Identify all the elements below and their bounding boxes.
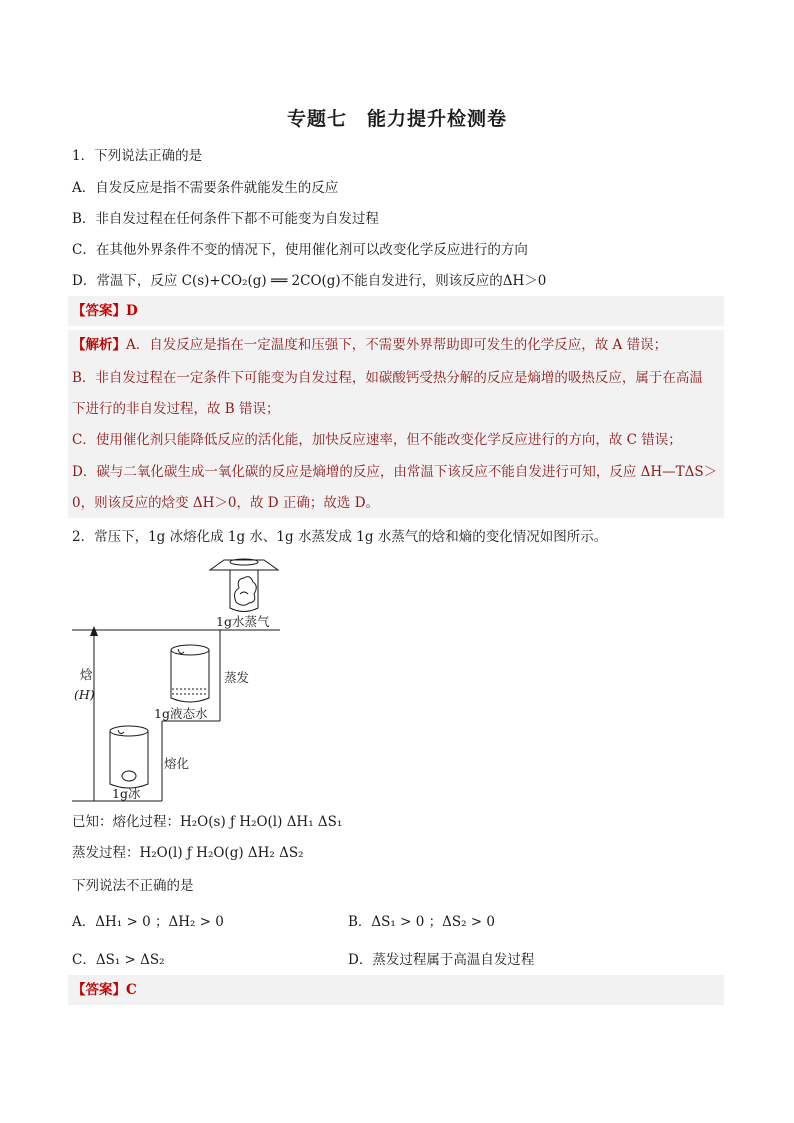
page-title: 专题七 能力提升检测卷 bbox=[286, 108, 507, 130]
q2-answer-band bbox=[68, 975, 724, 1005]
q2-known-melt: 已知：熔化过程：H₂O(s) ƒ H₂O(l) ΔH₁ ΔS₁ bbox=[72, 814, 343, 830]
level-liquid-label: 1g液态水 bbox=[154, 706, 208, 721]
q1-analysis-line-3: 下进行的非自发过程，故 B 错误； bbox=[72, 401, 280, 417]
q2-option-d: D．蒸发过程属于高温自发过程 bbox=[348, 952, 535, 968]
q2-option-c: C．ΔS₁ > ΔS₂ bbox=[72, 952, 165, 968]
y-axis-label: 焓 bbox=[80, 667, 93, 682]
q1-analysis-label: 【解析】 bbox=[72, 337, 126, 353]
q1-analysis-line-2: B．非自发过程在一定条件下可能变为自发过程，如碳酸钙受热分解的反应是熵增的吸热反应，属于在高温 bbox=[72, 370, 703, 386]
q2-answer-value: C bbox=[126, 982, 137, 998]
vapor-beaker-icon bbox=[210, 559, 278, 612]
y-axis-symbol: (H) bbox=[74, 687, 95, 702]
step-melt-label: 熔化 bbox=[164, 756, 190, 771]
q1-answer-value: D bbox=[126, 303, 138, 319]
q1-option-a: A．自发反应是指不需要条件就能发生的反应 bbox=[72, 180, 339, 196]
q2-answer bbox=[72, 980, 137, 1000]
q1-answer bbox=[72, 301, 138, 321]
q1-option-c: C．在其他外界条件不变的情况下，使用催化剂可以改变化学反应进行的方向 bbox=[72, 242, 528, 258]
q1-analysis-line-6: 0，则该反应的焓变 ΔH＞0，故 D 正确；故选 D。 bbox=[72, 495, 380, 511]
q2-known-evap: 蒸发过程：H₂O(l) ƒ H₂O(g) ΔH₂ ΔS₂ bbox=[72, 845, 304, 861]
step-evaporate-label: 蒸发 bbox=[224, 670, 250, 685]
q1-option-b: B．非自发过程在任何条件下都不可能变为自发过程 bbox=[72, 211, 379, 227]
q2-option-b: B．ΔS₁ > 0 ；ΔS₂ > 0 bbox=[348, 914, 495, 930]
ice-beaker-icon bbox=[110, 726, 148, 788]
q1-analysis-line-5: D．碳与二氧化碳生成一氧化碳的反应是熵增的反应，由常温下该反应不能自发进行可知，反应 ΔH—TΔS＞ bbox=[72, 464, 718, 480]
q1-option-d: D．常温下，反应 C(s)+CO₂(g) ══ 2CO(g)不能自发进行，则该反应的ΔH＞0 bbox=[72, 273, 547, 289]
q2-answer-label: 【答案】 bbox=[72, 982, 126, 998]
y-axis-arrow bbox=[90, 626, 98, 636]
q1-analysis-line-1: 【解析】A．自发反应是指在一定温度和压强下，不需要外界帮助即可发生的化学反应，故 A 错误； bbox=[72, 337, 668, 353]
level-ice-label: 1g冰 bbox=[112, 786, 141, 801]
q2-stem: 2．常压下，1g 冰熔化成 1g 水、1g 水蒸发成 1g 水蒸气的焓和熵的变化情况如图所示。 bbox=[72, 529, 608, 545]
q1-analysis-band bbox=[68, 330, 724, 518]
q1-answer-band bbox=[68, 296, 724, 326]
liquid-beaker-icon bbox=[171, 645, 209, 702]
q1-analysis-line-4: C．使用催化剂只能降低反应的活化能，加快反应速率，但不能改变化学反应进行的方向，故 C 错误； bbox=[72, 432, 682, 448]
q1-answer-label: 【答案】 bbox=[72, 303, 126, 319]
q2-option-a: A．ΔH₁ > 0 ；ΔH₂ > 0 bbox=[72, 914, 224, 930]
enthalpy-diagram bbox=[68, 546, 298, 808]
q2-ask: 下列说法不正确的是 bbox=[72, 878, 194, 894]
q1-stem: 1．下列说法正确的是 bbox=[72, 148, 203, 164]
level-vapor-label: 1g水蒸气 bbox=[216, 614, 270, 629]
